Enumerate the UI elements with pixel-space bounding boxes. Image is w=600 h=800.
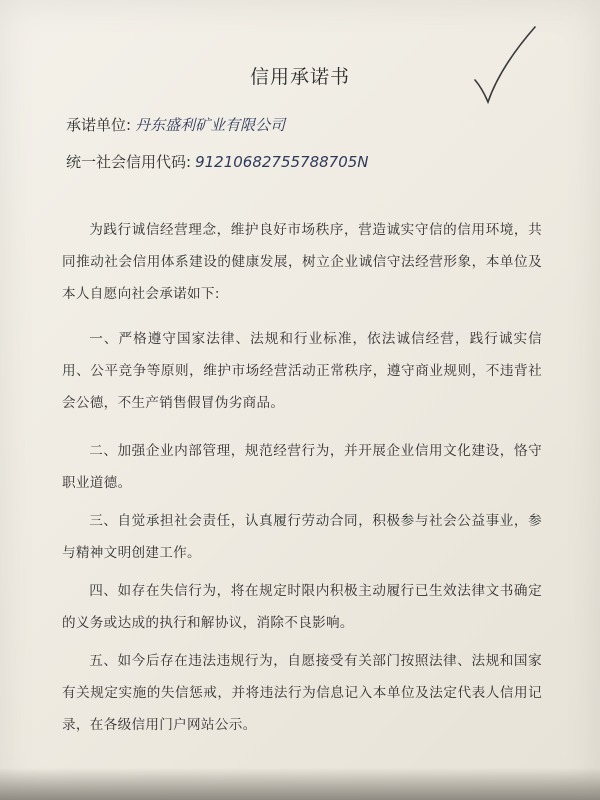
intro-paragraph: 为践行诚信经营理念，维护良好市场秩序，营造诚实守信的信用环境，共同推动社会信用体系建设的健康发展，树立企业诚信守法经营形象，本单位及本人自愿向社会承诺如下: [62,222,542,302]
page-bottom-shadow [0,768,600,800]
committing-unit-label: 承诺单位: [66,116,132,134]
commitment-paragraph-1: 一、严格遵守国家法律、法规和行业标准，依法诚信经营，践行诚实信用、公平竞争等原则，维护市场经营活动正常秩序，遵守商业规则，不违背社会公德，不生产销售假冒伪劣商品。 [62,331,542,411]
commitment-paragraph-4: 四、如存在失信行为，将在规定时限内积极主动履行已生效法律文书确定的义务或达成的执行和解协议，消除不良影响。 [62,583,542,631]
document-title: 信用承诺书 [249,66,350,88]
credit-code-value: 91210682755788705N [195,153,369,171]
commitment-paragraph-3: 三、自觉承担社会责任，认真履行劳动合同，积极参与社会公益事业，参与精神文明创建工作。 [62,513,542,561]
committing-unit-value: 丹东盛利矿业有限公司 [135,116,286,134]
committing-unit-field [66,114,285,135]
credit-code-field [66,151,369,172]
credit-code-label: 统一社会信用代码: [66,153,192,171]
commitment-paragraph-2: 二、加强企业内部管理，规范经营行为，并开展企业信用文化建设，恪守职业道德。 [62,443,542,491]
commitment-paragraph-5: 五、如今后存在违法违规行为，自愿接受有关部门按照法律、法规和国家有关规定实施的失信惩戒，并将违法行为信息记入本单位及法定代表人信用记录，在各级信用门户网站公示。 [62,653,542,733]
